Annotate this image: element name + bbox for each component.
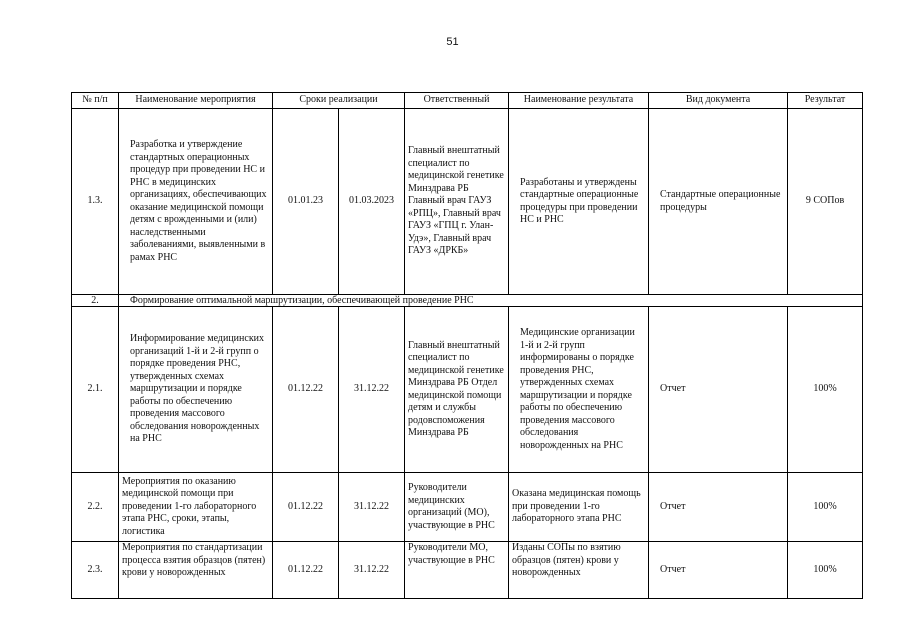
result-value: 100% [788,307,863,473]
activities-table [71,92,863,599]
row-num: 2. [72,295,119,307]
result-value: 100% [788,542,863,599]
start-date: 01.12.22 [273,307,339,473]
doc-type: Отчет [649,542,788,599]
result-value: 9 СОПов [788,109,863,295]
row-num: 1.3. [72,109,119,295]
responsible: Главный внештатный специалист по медицинской генетике Минздрава РБ Отдел медицинской помощи детям и службы родовспоможения Минздрава РБ [405,307,509,473]
result-value: 100% [788,473,863,542]
section-row [72,295,863,307]
doc-type: Отчет [649,307,788,473]
header-responsible: Ответственный [405,93,509,109]
header-doc-type: Вид документа [649,93,788,109]
activity-name: Разработка и утверждение стандартных операционных процедур при проведении НС и РНС в медицинских организациях, обеспечивающих оказание медицинской помощи детям с врожденными и (или) наследственными заболеваниями, выявленными в рамах РНС [119,109,273,295]
result-name: Изданы СОПы по взятию образцов (пятен) крови у новорожденных [509,542,649,599]
header-activity-name: Наименование мероприятия [119,93,273,109]
result-name: Разработаны и утверждены стандартные операционные процедуры при проведении НС и РНС [509,109,649,295]
result-name: Оказана медицинская помощь при проведении 1-го лабораторного этапа РНС [509,473,649,542]
page-number: 51 [446,36,459,48]
header-result: Результат [788,93,863,109]
activity-name: Мероприятия по стандартизации процесса взятия образцов (пятен) крови у новорожденных [119,542,273,599]
responsible: Руководители медицинских организаций (МО), участвующие в РНС [405,473,509,542]
start-date: 01.01.23 [273,109,339,295]
doc-type: Отчет [649,473,788,542]
row-num: 2.1. [72,307,119,473]
table-row [72,307,863,473]
activity-name: Информирование медицинских организаций 1-й и 2-й групп о порядке проведения РНС, утвержденных схемах маршрутизации и порядке работы по обеспечению проведения массового обследования новорожденных на РНС [119,307,273,473]
row-num: 2.3. [72,542,119,599]
table-header-row [72,93,863,109]
header-deadlines: Сроки реализации [273,93,405,109]
header-num: № п/п [72,93,119,109]
table-row [72,473,863,542]
doc-type: Стандартные операционные процедуры [649,109,788,295]
row-num: 2.2. [72,473,119,542]
responsible: Руководители МО, участвующие в РНС [405,542,509,599]
header-result-name: Наименование результата [509,93,649,109]
responsible: Главный внештатный специалист по медицинской генетике Минздрава РБ Главный врач ГАУЗ «РПЦ», Главный врач ГАУЗ «ГПЦ г. Улан-Удэ», Главный врач ГАУЗ «ДРКБ» [405,109,509,295]
start-date: 01.12.22 [273,473,339,542]
end-date: 01.03.2023 [339,109,405,295]
activity-name: Мероприятия по оказанию медицинской помощи при проведении 1-го лабораторного этапа РНС, сроки, этапы, логистика [119,473,273,542]
end-date: 31.12.22 [339,542,405,599]
end-date: 31.12.22 [339,307,405,473]
table-row [72,109,863,295]
table-row [72,542,863,599]
result-name: Медицинские организации 1-й и 2-й групп информированы о порядке проведения РНС, утвержденных схемах маршрутизации и порядке работы по обеспечению проведения массового обследования новорожденных на РНС [509,307,649,473]
end-date: 31.12.22 [339,473,405,542]
start-date: 01.12.22 [273,542,339,599]
section-title: Формирование оптимальной маршрутизации, обеспечивающей проведение РНС [119,295,863,307]
